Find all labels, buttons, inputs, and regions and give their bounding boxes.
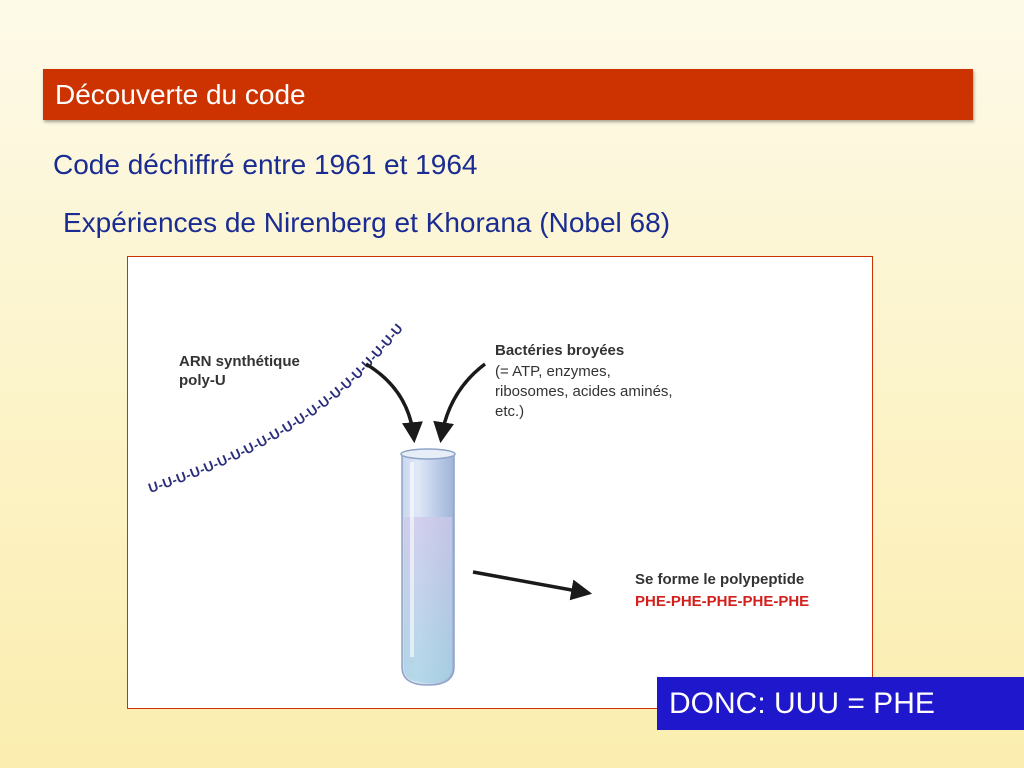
experiment-figure — [127, 256, 873, 709]
experiment-illustration — [128, 257, 874, 710]
bacteria-label-line-3: ribosomes, acides aminés, — [495, 383, 673, 400]
subtitle-line-1: Code déchiffré entre 1961 et 1964 — [53, 149, 478, 180]
rna-strand-text: U-U-U-U-U-U-U-U-U-U-U-U-U-U-U-U-U-U-U-U-U — [146, 320, 407, 496]
bacteria-label-line-4: etc.) — [495, 403, 525, 420]
polypeptide-label: PHE-PHE-PHE-PHE-PHE — [635, 593, 810, 610]
bacteria-label-line-1: Bactéries broyées — [495, 342, 625, 359]
bacteria-arrow — [441, 364, 485, 439]
slide-title: Découverte du code — [55, 79, 306, 110]
rna-arrow — [366, 364, 414, 439]
conclusion-box: DONC: UUU = PHE — [657, 677, 1024, 730]
title-bar — [43, 69, 973, 120]
rna-label-line-2: poly-U — [179, 372, 226, 389]
bacteria-label-line-2: (= ATP, enzymes, — [495, 363, 611, 380]
output-arrow — [473, 572, 588, 593]
result-label-line-1: Se forme le polypeptide — [635, 571, 805, 588]
subtitle-line-2: Expériences de Nirenberg et Khorana (Nobel 68) — [63, 207, 671, 238]
rna-strand — [146, 321, 406, 496]
test-tube-icon — [401, 449, 455, 685]
rna-label-line-1: ARN synthétique — [179, 353, 300, 370]
